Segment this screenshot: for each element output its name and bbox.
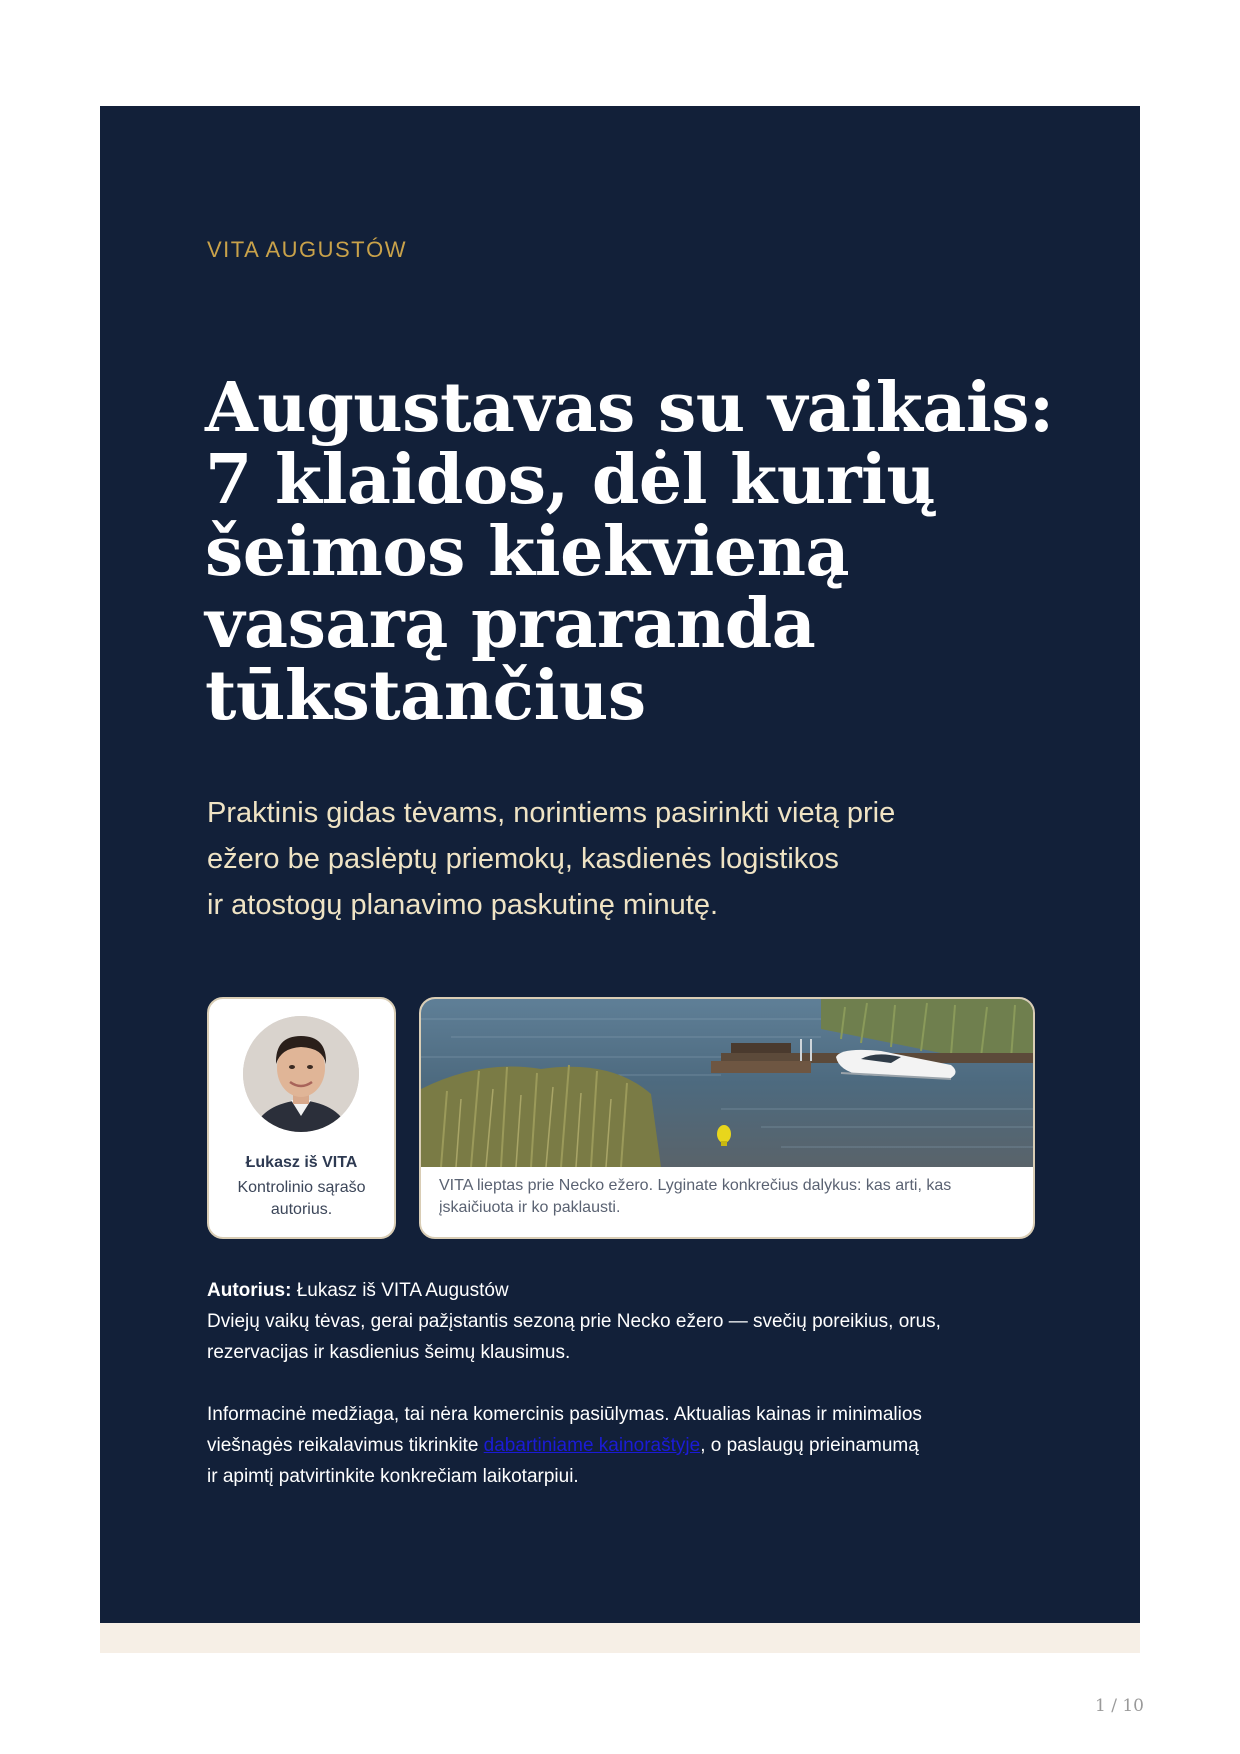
subtitle-line: ežero be paslėptų priemokų, kasdienės logistikos [207,843,839,875]
photo-caption: VITA lieptas prie Necko ežero. Lyginate konkrečius dalykus: kas arti, kas įskaičiuota ir ko paklausti. [439,1177,952,1216]
lake-pier-photo [421,999,1033,1167]
page-number: 1 / 10 [1095,1696,1144,1716]
author-full-name: Łukasz iš VITA Augustów [296,1280,509,1301]
disclaimer [207,1399,1047,1492]
subtitle-line: ir atostogų planavimo paskutinę minutę. [207,889,719,921]
title-line: vasarą praranda [205,584,816,664]
author-card-role: Kontrolinio sąrašo autorius. [237,1179,366,1218]
title-line: tūkstančius [205,656,646,736]
author-bio-line: Dviejų vaikų tėvas, gerai pažįstantis sezoną prie Necko ežero — svečių poreikius, orus, [207,1311,941,1332]
author-bio-line: rezervacijas ir kasdienius šeimų klausimus. [207,1342,571,1363]
page-title [205,368,1085,736]
author-label: Autorius: [207,1280,292,1301]
title-line: šeimos kiekvieną [205,512,850,592]
subtitle-line: Praktinis gidas tėvams, norintiems pasirinkti vietą prie [207,797,896,829]
disclaimer-line [207,1430,1047,1461]
price-list-link[interactable]: dabartiniame kainoraštyje [483,1435,701,1456]
brand-label: VITA AUGUSTÓW [207,237,408,262]
title-line: 7 klaidos, dėl kurių [205,440,936,520]
disclaimer-line: Informacinė medžiaga, tai nėra komercinis pasiūlymas. Aktualias kainas ir minimalios [207,1404,922,1425]
disclaimer-line: ir apimtį patvirtinkite konkrečiam laikotarpiui. [207,1466,579,1487]
author-card-name: Łukasz iš VITA [245,1154,358,1171]
avatar [243,1016,359,1132]
author-card [207,997,396,1239]
author-line [207,1275,1047,1306]
author-portrait [243,1016,359,1132]
photo-card [419,997,1035,1239]
cover-bottom-strip [100,1623,1140,1653]
subtitle [207,790,1027,928]
title-line: Augustavas su vaikais: [205,368,1054,448]
author-info [207,1275,1047,1368]
disclaimer-text: viešnagės reikalavimus tikrinkite [207,1435,484,1456]
disclaimer-text: , o paslaugų prieinamumą [700,1435,919,1456]
